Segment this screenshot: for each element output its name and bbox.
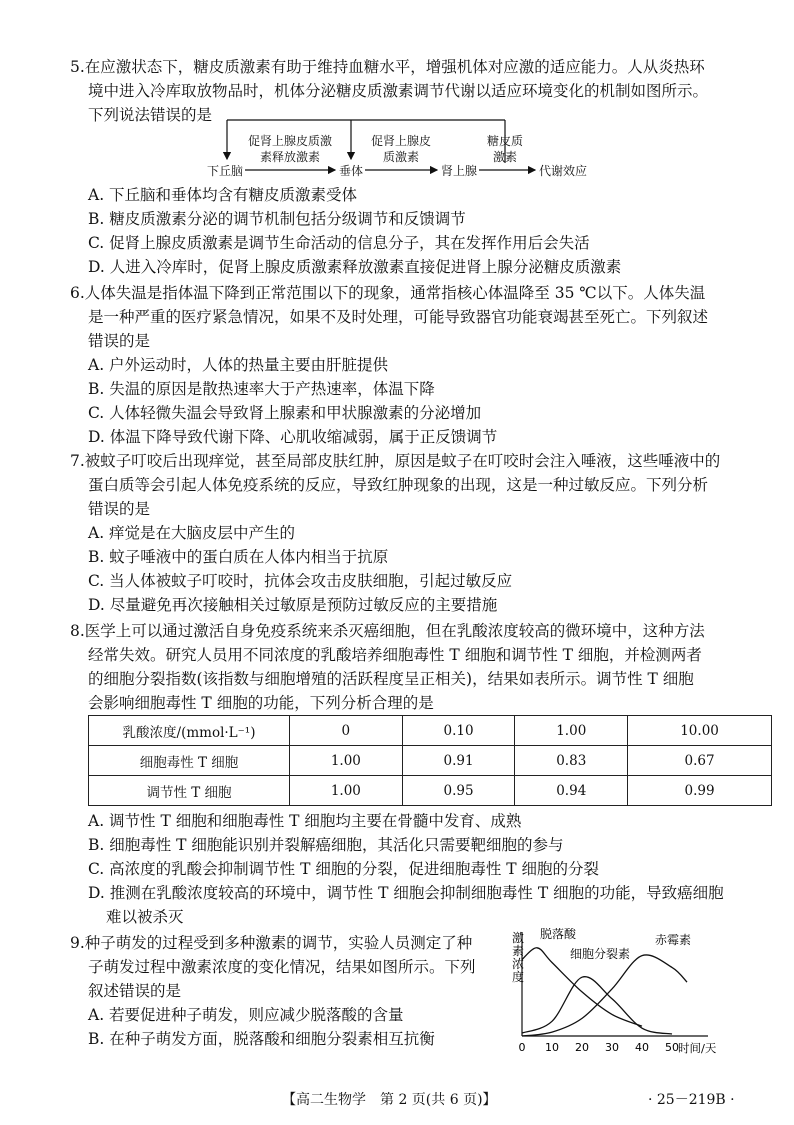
x-tick-label: 0 xyxy=(518,1041,526,1054)
hormone-line-chart xyxy=(500,928,740,1058)
q6-option-c: C. 人体轻微失温会导致肾上腺素和甲状腺激素的分泌增加 xyxy=(88,404,482,422)
q8-line-3: 的细胞分裂指数(该指数与细胞增殖的活跃程度呈正相关)，结果如表所示。调节性 T 细胞 xyxy=(88,670,694,688)
q8-line-1: 8.医学上可以通过激活自身免疫系统来杀灭癌细胞，但在乳酸浓度较高的微环境中，这种方法 xyxy=(70,622,705,640)
crh-label-2: 素释放激素 xyxy=(259,150,320,164)
series-label: 细胞分裂素 xyxy=(570,947,631,961)
q8-option-b: B. 细胞毒性 T 细胞能识别并裂解癌细胞，其活化只需要靶细胞的参与 xyxy=(88,836,564,854)
q7-option-c: C. 当人体被蚊子叮咬时，抗体会攻击皮肤细胞，引起过敏反应 xyxy=(88,572,513,590)
q7-option-a: A. 痒觉是在大脑皮层中产生的 xyxy=(88,524,296,542)
series-label: 脱落酸 xyxy=(540,928,577,941)
table-cell: 0.83 xyxy=(515,746,628,776)
q6-option-d: D. 体温下降导致代谢下降、心肌收缩减弱，属于正反馈调节 xyxy=(88,428,498,446)
series-label: 赤霉素 xyxy=(655,933,692,947)
q6-line-3: 错误的是 xyxy=(88,332,151,350)
table-header-row xyxy=(89,716,772,746)
q7-line-3: 错误的是 xyxy=(88,500,151,518)
y-axis-label: 激素浓度 xyxy=(512,931,525,984)
q7-option-b: B. 蚊子唾液中的蛋白质在人体内相当于抗原 xyxy=(88,548,389,566)
node-adrenal: 肾上腺 xyxy=(441,164,478,178)
table-cell: 0.99 xyxy=(628,776,772,806)
table-row xyxy=(89,776,772,806)
acth-label-2: 质激素 xyxy=(382,150,419,164)
table-cell: 调节性 T 细胞 xyxy=(89,776,290,806)
table-cell: 细胞毒性 T 细胞 xyxy=(89,746,290,776)
q9-line-2: 子萌发过程中激素浓度的变化情况，结果如图所示。下列 xyxy=(88,958,476,976)
q5-option-c: C. 促肾上腺皮质激素是调节生命活动的信息分子，其在发挥作用后会失活 xyxy=(88,234,590,252)
table-cell: 1.00 xyxy=(290,776,403,806)
q9-option-b: B. 在种子萌发方面，脱落酸和细胞分裂素相互抗衡 xyxy=(88,1030,435,1048)
x-tick-label: 10 xyxy=(545,1041,559,1054)
node-metabolic-effect: 代谢效应 xyxy=(539,164,588,178)
q5-option-a: A. 下丘脑和垂体均含有糖皮质激素受体 xyxy=(88,186,358,204)
table-cell: 0.94 xyxy=(515,776,628,806)
q5-option-b: B. 糖皮质激素分泌的调节机制包括分级调节和反馈调节 xyxy=(88,210,466,228)
q7-line-2: 蛋白质等会引起人体免疫系统的反应，导致红肿现象的出现，这是一种过敏反应。下列分析 xyxy=(88,476,709,494)
q7-line-1: 7.被蚊子叮咬后出现痒觉，甚至局部皮肤红肿，原因是蚊子在叮咬时会注入唾液，这些唾液中的 xyxy=(70,452,721,470)
q6-option-b: B. 失温的原因是散热速率大于产热速率，体温下降 xyxy=(88,380,435,398)
table-row xyxy=(89,746,772,776)
table-cell: 1.00 xyxy=(290,746,403,776)
chart-svg xyxy=(500,928,740,1058)
table-cell: 0.67 xyxy=(628,746,772,776)
q9-option-a: A. 若要促进种子萌发，则应减少脱落酸的含量 xyxy=(88,1006,404,1024)
crh-label-1: 促肾上腺皮质激 xyxy=(247,134,332,148)
node-pituitary: 垂体 xyxy=(339,164,364,178)
x-tick-label: 50 xyxy=(665,1041,679,1054)
x-tick-label: 30 xyxy=(605,1041,619,1054)
gc-label-1: 糖皮质 xyxy=(486,134,523,148)
x-axis-label: 时间/天 xyxy=(678,1041,717,1055)
x-tick-label: 40 xyxy=(635,1041,649,1054)
q8-line-2: 经常失效。研究人员用不同浓度的乳酸培养细胞毒性 T 细胞和调节性 T 细胞，并检测两者 xyxy=(88,646,702,664)
q8-option-d-cont: 难以被杀灭 xyxy=(106,908,184,926)
exam-code: · 25－219B · xyxy=(648,1092,735,1108)
gc-label-2: 激素 xyxy=(492,150,517,164)
q9-line-1: 9.种子萌发的过程受到多种激素的调节，实验人员测定了种 xyxy=(70,934,473,952)
q5-line-2: 境中进入冷库取放物品时，机体分泌糖皮质激素调节代谢以适应环境变化的机制如图所示。 xyxy=(88,82,709,100)
page-footer-title: 【高二生物学 第 2 页(共 6 页)】 xyxy=(282,1092,497,1108)
q8-option-a: A. 调节性 T 细胞和细胞毒性 T 细胞均主要在骨髓中发育、成熟 xyxy=(88,812,522,830)
q7-option-d: D. 尽量避免再次接触相关过敏原是预防过敏反应的主要措施 xyxy=(88,596,498,614)
q5-line-1: 5.在应激状态下，糖皮质激素有助于维持血糖水平，增强机体对应激的适应能力。人从炎热环 xyxy=(70,58,705,76)
x-tick-label: 20 xyxy=(575,1041,589,1054)
table-cell: 0.95 xyxy=(402,776,515,806)
table-header-cell: 乳酸浓度/(mmol·L⁻¹) xyxy=(89,716,290,746)
node-hypothalamus: 下丘脑 xyxy=(207,164,244,178)
q6-line-2: 是一种严重的医疗紧急情况，如果不及时处理，可能导致器官功能衰竭甚至死亡。下列叙述 xyxy=(88,308,709,326)
q5-line-3: 下列说法错误的是 xyxy=(88,106,213,124)
q8-option-d: D. 推测在乳酸浓度较高的环境中，调节性 T 细胞会抑制细胞毒性 T 细胞的功能，导致癌细胞 xyxy=(88,884,724,902)
q8-line-4: 会影响细胞毒性 T 细胞的功能，下列分析合理的是 xyxy=(88,694,434,712)
q9-line-3: 叙述错误的是 xyxy=(88,982,182,1000)
series-line xyxy=(522,955,687,1036)
table-header-cell: 1.00 xyxy=(515,716,628,746)
table-header-cell: 0.10 xyxy=(402,716,515,746)
table-cell: 0.91 xyxy=(402,746,515,776)
q8-option-c: C. 高浓度的乳酸会抑制调节性 T 细胞的分裂，促进细胞毒性 T 细胞的分裂 xyxy=(88,860,600,878)
q6-option-a: A. 户外运动时，人体的热量主要由肝脏提供 xyxy=(88,356,389,374)
table-header-cell: 10.00 xyxy=(628,716,772,746)
lactate-table xyxy=(88,715,772,806)
acth-label-1: 促肾上腺皮 xyxy=(370,134,431,148)
hormone-flow-diagram xyxy=(205,117,605,181)
table-header-cell: 0 xyxy=(290,716,403,746)
q6-line-1: 6.人体失温是指体温下降到正常范围以下的现象，通常指核心体温降至 35 ℃以下。人体失温 xyxy=(70,284,706,302)
q5-option-d: D. 人进入冷库时，促肾上腺皮质激素释放激素直接促进肾上腺分泌糖皮质激素 xyxy=(88,258,622,276)
